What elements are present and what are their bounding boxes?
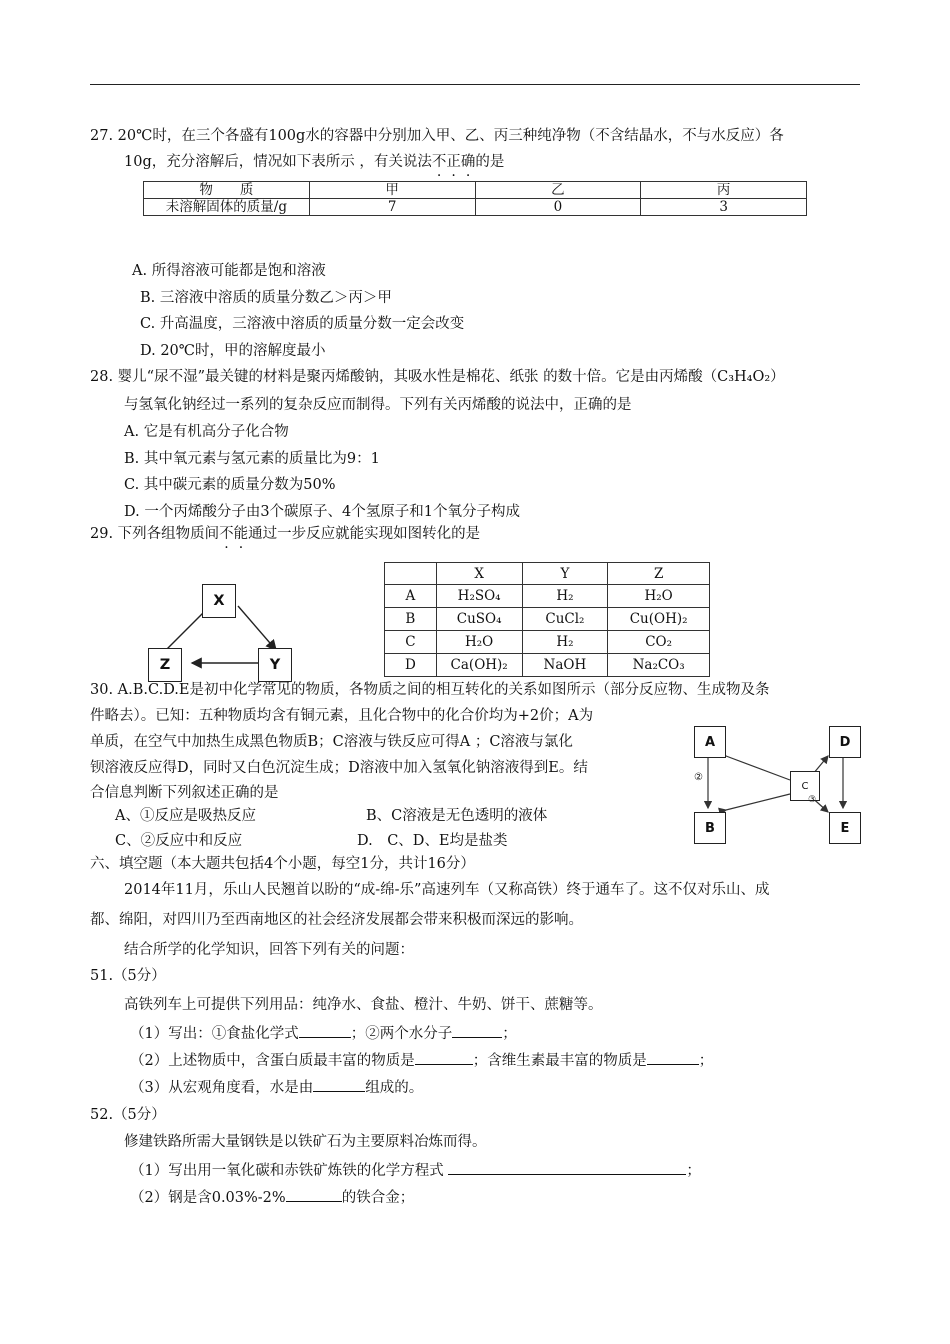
q27-value-yi: 0: [475, 199, 641, 216]
q28-line1: 28. 婴儿“尿不湿”最关键的材料是聚丙烯酸钠，其吸水性是棉花、纸张 的数十倍。它是由丙烯酸（C₃H₄O₂）: [90, 369, 785, 385]
q30-line3: 单质，在空气中加热生成黑色物质B；C溶液与铁反应可得A ；C溶液与氯化: [90, 734, 573, 750]
q30-node-d: D: [829, 726, 861, 758]
q30-line1: 30. A.B.C.D.E是初中化学常见的物质，各物质之间的相互转化的关系如图所示（部分反应物、生成物及条: [90, 682, 770, 698]
section6-intro3: 结合所学的化学知识，回答下列有关的问题：: [124, 942, 414, 958]
q52-number: 52.（5分）: [90, 1107, 166, 1123]
blank-steel-element[interactable]: [286, 1187, 342, 1202]
q27-option-b: B. 三溶液中溶质的质量分数乙＞丙＞甲: [140, 290, 392, 306]
q29-row-d-x: Ca(OH)₂: [436, 654, 522, 677]
q29-row-a-y: H₂: [522, 585, 608, 608]
q28-option-c: C. 其中碳元素的质量分数为50%: [124, 477, 336, 493]
q30-option-b: B、C溶液是无色透明的液体: [366, 808, 548, 824]
q30-node-a: A: [694, 726, 726, 758]
q52-sub2: （2）钢是含0.03%-2% 的铁合金；: [130, 1187, 414, 1208]
q27-value-jia: 7: [309, 199, 475, 216]
section6-intro2: 都、绵阳，对四川乃至西南地区的社会经济发展都会带来积极而深远的影响。: [90, 912, 583, 928]
q29-row-c-y: H₂: [522, 631, 608, 654]
q29-table: [384, 562, 710, 677]
q30-option-c: C、②反应中和反应: [115, 833, 243, 849]
blank-iron-smelting-equation[interactable]: [448, 1160, 686, 1175]
q29-row-a-label: A: [385, 585, 437, 608]
q52-sub1: （1）写出用一氧化碳和赤铁矿炼铁的化学方程式 ；: [130, 1160, 701, 1181]
q30-line2: 件略去）。已知：五种物质均含有铜元素，且化合物中的化合价均为+2价；A为: [90, 708, 594, 724]
q30-option-d: D. C、D、E均是盐类: [357, 833, 508, 849]
q51-sub2: （2）上述物质中，含蛋白质最丰富的物质是 ；含维生素最丰富的物质是 ；: [130, 1050, 713, 1071]
q29-row-c-z: CO₂: [608, 631, 710, 654]
q30-line5: 合信息判断下列叙述正确的是: [90, 785, 279, 801]
q29-row-a-x: H₂SO₄: [436, 585, 522, 608]
q29-row-b-y: CuCl₂: [522, 608, 608, 631]
header-rule: [90, 84, 860, 85]
q29-header-x: X: [436, 563, 522, 585]
q29-stem: 29. 下列各组物质间不能通过一步反应就能实现如图转化的是: [90, 526, 481, 542]
blank-two-water-molecules[interactable]: [452, 1023, 502, 1038]
q51-number: 51.（5分）: [90, 968, 166, 984]
q27-option-c: C. 升高温度，三溶液中溶质的质量分数一定会改变: [140, 316, 465, 332]
q29-row-d-y: NaOH: [522, 654, 608, 677]
q27-line1: 27. 20℃时，在三个各盛有100g水的容器中分别加入甲、乙、丙三种纯净物（不含结晶水，不与水反应）各: [90, 128, 784, 144]
q29-header-z: Z: [608, 563, 710, 585]
q30-option-a: A、①反应是吸热反应: [115, 808, 256, 824]
q29-node-y: Y: [258, 648, 292, 682]
q28-option-b: B. 其中氧元素与氢元素的质量比为9：1: [124, 451, 380, 467]
q29-header-blank: [385, 563, 437, 585]
q51-sub1: （1）写出：①食盐化学式 ；②两个水分子 ；: [130, 1023, 517, 1044]
q27-row-label: 未溶解固体的质量/g: [144, 199, 310, 216]
blank-protein-rich[interactable]: [415, 1050, 473, 1065]
q30-mark-3: ③: [808, 795, 817, 805]
q27-option-a: A. 所得溶液可能都是饱和溶液: [132, 263, 326, 279]
q27-header-bing: 丙: [641, 182, 807, 199]
q29-row-c-label: C: [385, 631, 437, 654]
q27-option-d: D. 20℃时，甲的溶解度最小: [140, 343, 326, 359]
q29-row-a-z: H₂O: [608, 585, 710, 608]
q30-mark-2: ②: [694, 772, 703, 783]
q27-header-yi: 乙: [475, 182, 641, 199]
q27-line2: 10g，充分溶解后，情况如下表所示 ，有关说法不正确的是: [124, 154, 505, 170]
q27-header-substance: 物 质: [144, 182, 310, 199]
q30-node-b: B: [694, 812, 726, 844]
q27-table: [143, 181, 807, 216]
blank-water-composition[interactable]: [313, 1077, 365, 1092]
q51-sub3: （3）从宏观角度看，水是由 组成的。: [130, 1077, 423, 1098]
q29-row-c-x: H₂O: [436, 631, 522, 654]
q30-node-e: E: [829, 812, 861, 844]
q28-line2: 与氢氧化钠经过一系列的复杂反应而制得。下列有关丙烯酸的说法中，正确的是: [124, 397, 632, 413]
q29-row-b-x: CuSO₄: [436, 608, 522, 631]
q29-row-b-z: Cu(OH)₂: [608, 608, 710, 631]
q29-row-b-label: B: [385, 608, 437, 631]
q29-header-y: Y: [522, 563, 608, 585]
q29-row-d-z: Na₂CO₃: [608, 654, 710, 677]
q28-option-a: A. 它是有机高分子化合物: [124, 424, 289, 440]
q29-node-z: Z: [148, 648, 182, 682]
q30-line4: 钡溶液反应得D，同时又白色沉淀生成；D溶液中加入氢氧化钠溶液得到E。结: [90, 760, 588, 776]
q30-node-c: C: [790, 771, 820, 801]
q27-value-bing: 3: [641, 199, 807, 216]
q29-node-x: X: [202, 584, 236, 618]
q28-option-d: D. 一个丙烯酸分子由3个碳原子、4个氢原子和1个氧分子构成: [124, 504, 521, 520]
section6-title: 六、填空题（本大题共包括4个小题，每空1分，共计16分）: [90, 856, 475, 872]
blank-vitamin-rich[interactable]: [647, 1050, 699, 1065]
section6-intro1: 2014年11月，乐山人民翘首以盼的“成-绵-乐”高速列车（又称高铁）终于通车了。这不仅对乐山、成: [124, 882, 770, 898]
q29-row-d-label: D: [385, 654, 437, 677]
blank-nacl-formula[interactable]: [299, 1023, 351, 1038]
q27-header-jia: 甲: [309, 182, 475, 199]
q52-stem: 修建铁路所需大量钢铁是以铁矿石为主要原料冶炼而得。: [124, 1134, 487, 1150]
q51-stem: 高铁列车上可提供下列用品：纯净水、食盐、橙汁、牛奶、饼干、蔗糖等。: [124, 997, 603, 1013]
